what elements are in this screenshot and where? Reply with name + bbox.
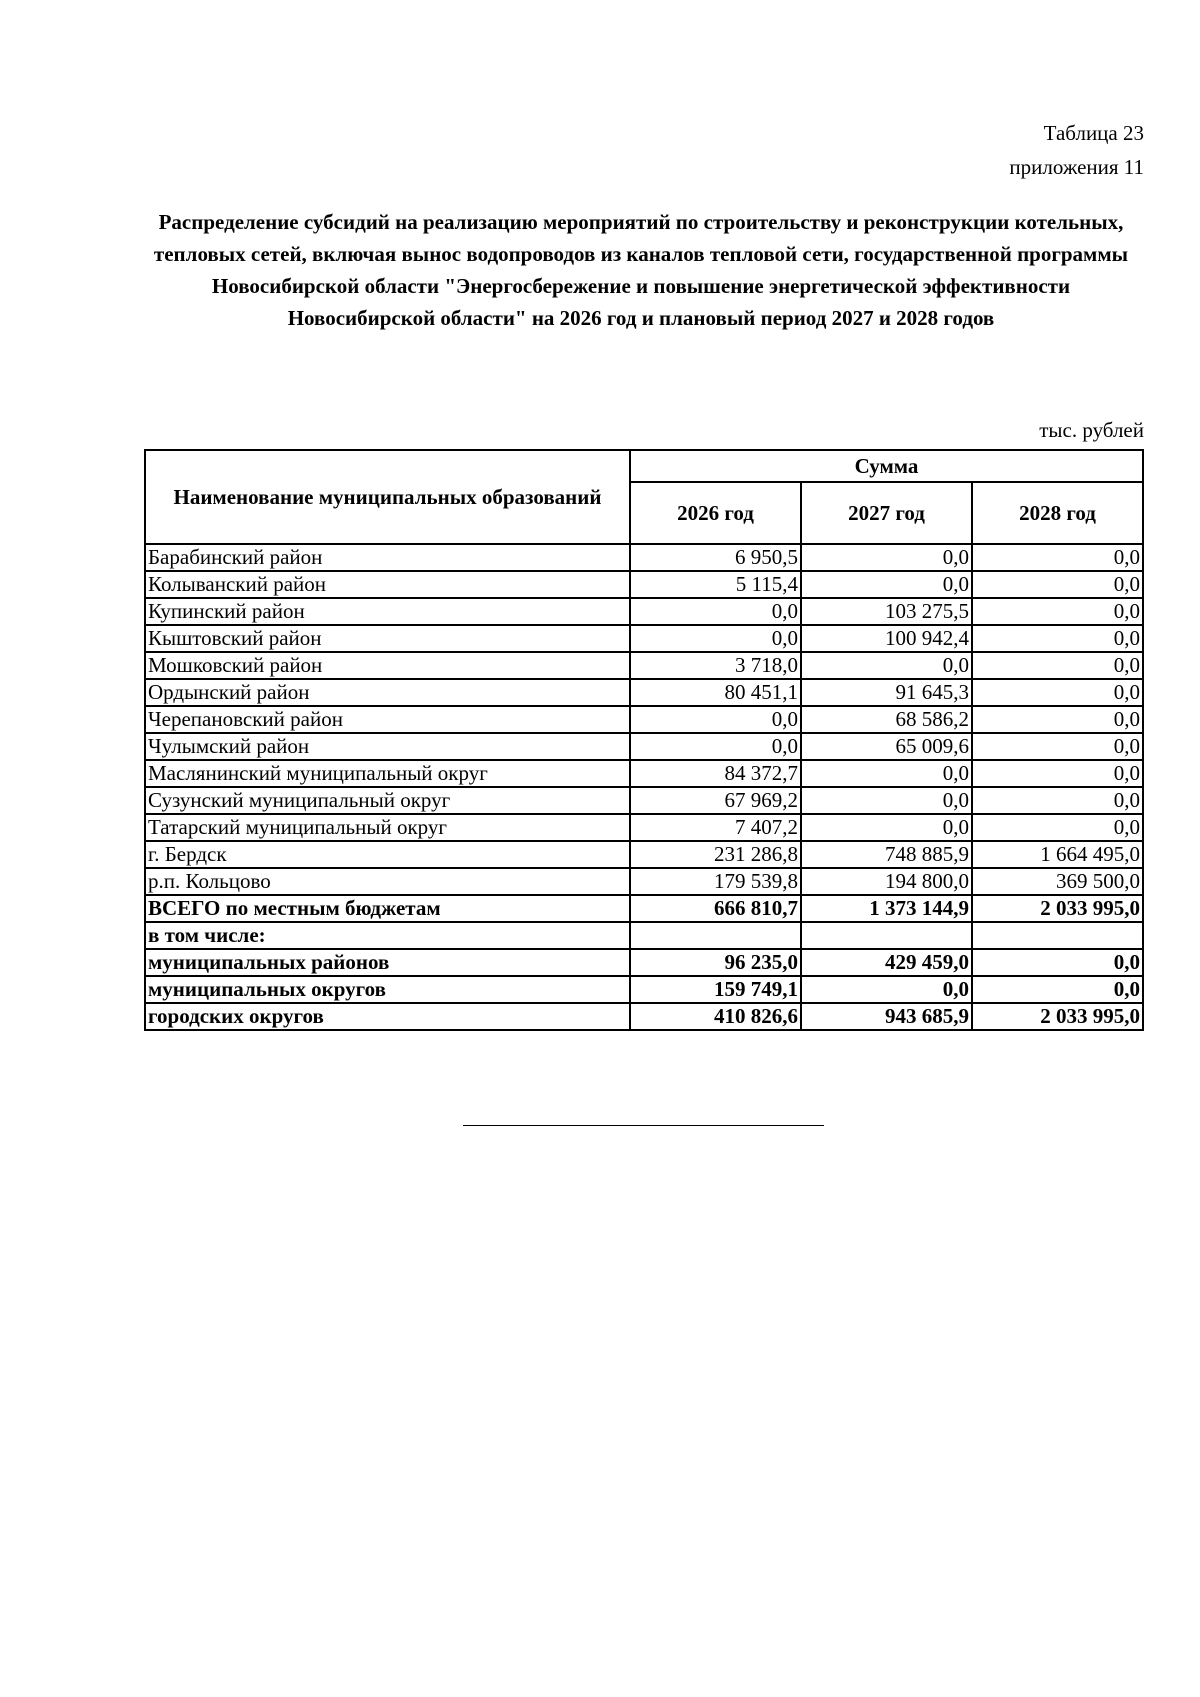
value-cell-2027: 100 942,4 — [801, 625, 972, 652]
value-cell-2026: 67 969,2 — [630, 787, 801, 814]
row-name-cell: Мошковский район — [145, 652, 630, 679]
table-body — [145, 544, 1143, 1030]
row-name-cell: р.п. Кольцово — [145, 868, 630, 895]
table-row — [145, 652, 1143, 679]
value-cell-2027 — [801, 922, 972, 949]
value-cell-2027: 91 645,3 — [801, 679, 972, 706]
table-row — [145, 679, 1143, 706]
value-cell-2028: 0,0 — [972, 976, 1143, 1003]
value-cell-2027: 68 586,2 — [801, 706, 972, 733]
value-cell-2026: 0,0 — [630, 598, 801, 625]
value-cell-2026: 6 950,5 — [630, 544, 801, 571]
end-divider-line — [463, 1125, 824, 1126]
units-label: тыс. рублей — [1039, 418, 1144, 442]
value-cell-2027: 0,0 — [801, 571, 972, 598]
table-reference — [1009, 116, 1144, 184]
value-cell-2026: 666 810,7 — [630, 895, 801, 922]
row-name-cell: городских округов — [145, 1003, 630, 1030]
value-cell-2028: 0,0 — [972, 814, 1143, 841]
table-row — [145, 841, 1143, 868]
row-name-cell: муниципальных округов — [145, 976, 630, 1003]
row-name-cell: ВСЕГО по местным бюджетам — [145, 895, 630, 922]
value-cell-2027: 1 373 144,9 — [801, 895, 972, 922]
value-cell-2027: 194 800,0 — [801, 868, 972, 895]
row-name-cell: Колыванский район — [145, 571, 630, 598]
value-cell-2026: 7 407,2 — [630, 814, 801, 841]
value-cell-2027: 0,0 — [801, 652, 972, 679]
value-cell-2028: 1 664 495,0 — [972, 841, 1143, 868]
table-row — [145, 787, 1143, 814]
table-row — [145, 1003, 1143, 1030]
table-row — [145, 706, 1143, 733]
column-header-sum: Сумма — [630, 450, 1143, 482]
value-cell-2028: 0,0 — [972, 625, 1143, 652]
row-name-cell: в том числе: — [145, 922, 630, 949]
value-cell-2028: 0,0 — [972, 652, 1143, 679]
row-name-cell: Маслянинский муниципальный округ — [145, 760, 630, 787]
row-name-cell: Барабинский район — [145, 544, 630, 571]
row-name-cell: Кыштовский район — [145, 625, 630, 652]
table-row — [145, 814, 1143, 841]
value-cell-2027: 0,0 — [801, 544, 972, 571]
value-cell-2026: 179 539,8 — [630, 868, 801, 895]
row-name-cell: г. Бердск — [145, 841, 630, 868]
value-cell-2026: 159 749,1 — [630, 976, 801, 1003]
value-cell-2028: 0,0 — [972, 787, 1143, 814]
value-cell-2027: 429 459,0 — [801, 949, 972, 976]
value-cell-2028: 2 033 995,0 — [972, 1003, 1143, 1030]
value-cell-2028: 369 500,0 — [972, 868, 1143, 895]
row-name-cell: Татарский муниципальный округ — [145, 814, 630, 841]
table-row — [145, 895, 1143, 922]
subsidy-table — [144, 449, 1144, 1031]
table-row — [145, 733, 1143, 760]
table-row — [145, 949, 1143, 976]
value-cell-2026: 80 451,1 — [630, 679, 801, 706]
value-cell-2026: 3 718,0 — [630, 652, 801, 679]
row-name-cell: муниципальных районов — [145, 949, 630, 976]
value-cell-2028: 0,0 — [972, 571, 1143, 598]
table-row — [145, 868, 1143, 895]
row-name-cell: Сузунский муниципальный округ — [145, 787, 630, 814]
value-cell-2026 — [630, 922, 801, 949]
value-cell-2028: 2 033 995,0 — [972, 895, 1143, 922]
value-cell-2028: 0,0 — [972, 598, 1143, 625]
table-row — [145, 544, 1143, 571]
document-title: Распределение субсидий на реализацию мероприятий по строительству и реконструкции котельных, тепловых сетей, включая вынос водопроводов из каналов тепловой сети, государственной программы Новосибирской области "Энергосбережение и повышение энергетической эффективности Новосибирской области" на 2026 год и плановый период 2027 и 2028 годов — [153, 210, 1129, 330]
value-cell-2027: 103 275,5 — [801, 598, 972, 625]
value-cell-2026: 96 235,0 — [630, 949, 801, 976]
table-number: Таблица 23 — [1043, 121, 1144, 145]
row-name-cell: Ордынский район — [145, 679, 630, 706]
value-cell-2027: 0,0 — [801, 760, 972, 787]
column-header-name: Наименование муниципальных образований — [145, 450, 630, 544]
value-cell-2028: 0,0 — [972, 544, 1143, 571]
value-cell-2027: 65 009,6 — [801, 733, 972, 760]
value-cell-2026: 5 115,4 — [630, 571, 801, 598]
column-header-2026: 2026 год — [630, 482, 801, 544]
value-cell-2027: 748 885,9 — [801, 841, 972, 868]
value-cell-2026: 0,0 — [630, 733, 801, 760]
value-cell-2028: 0,0 — [972, 949, 1143, 976]
table-row — [145, 976, 1143, 1003]
value-cell-2028 — [972, 922, 1143, 949]
row-name-cell: Купинский район — [145, 598, 630, 625]
table-row — [145, 922, 1143, 949]
table-row — [145, 598, 1143, 625]
table-header-row — [145, 450, 1143, 482]
value-cell-2026: 84 372,7 — [630, 760, 801, 787]
value-cell-2028: 0,0 — [972, 733, 1143, 760]
value-cell-2026: 0,0 — [630, 706, 801, 733]
column-header-2028: 2028 год — [972, 482, 1143, 544]
value-cell-2028: 0,0 — [972, 679, 1143, 706]
value-cell-2027: 0,0 — [801, 976, 972, 1003]
row-name-cell: Черепановский район — [145, 706, 630, 733]
value-cell-2026: 0,0 — [630, 625, 801, 652]
table-row — [145, 625, 1143, 652]
value-cell-2028: 0,0 — [972, 760, 1143, 787]
column-header-2027: 2027 год — [801, 482, 972, 544]
value-cell-2028: 0,0 — [972, 706, 1143, 733]
table-row — [145, 571, 1143, 598]
value-cell-2026: 231 286,8 — [630, 841, 801, 868]
value-cell-2027: 943 685,9 — [801, 1003, 972, 1030]
value-cell-2026: 410 826,6 — [630, 1003, 801, 1030]
appendix-number: приложения 11 — [1009, 155, 1144, 179]
row-name-cell: Чулымский район — [145, 733, 630, 760]
value-cell-2027: 0,0 — [801, 814, 972, 841]
table-row — [145, 760, 1143, 787]
value-cell-2027: 0,0 — [801, 787, 972, 814]
